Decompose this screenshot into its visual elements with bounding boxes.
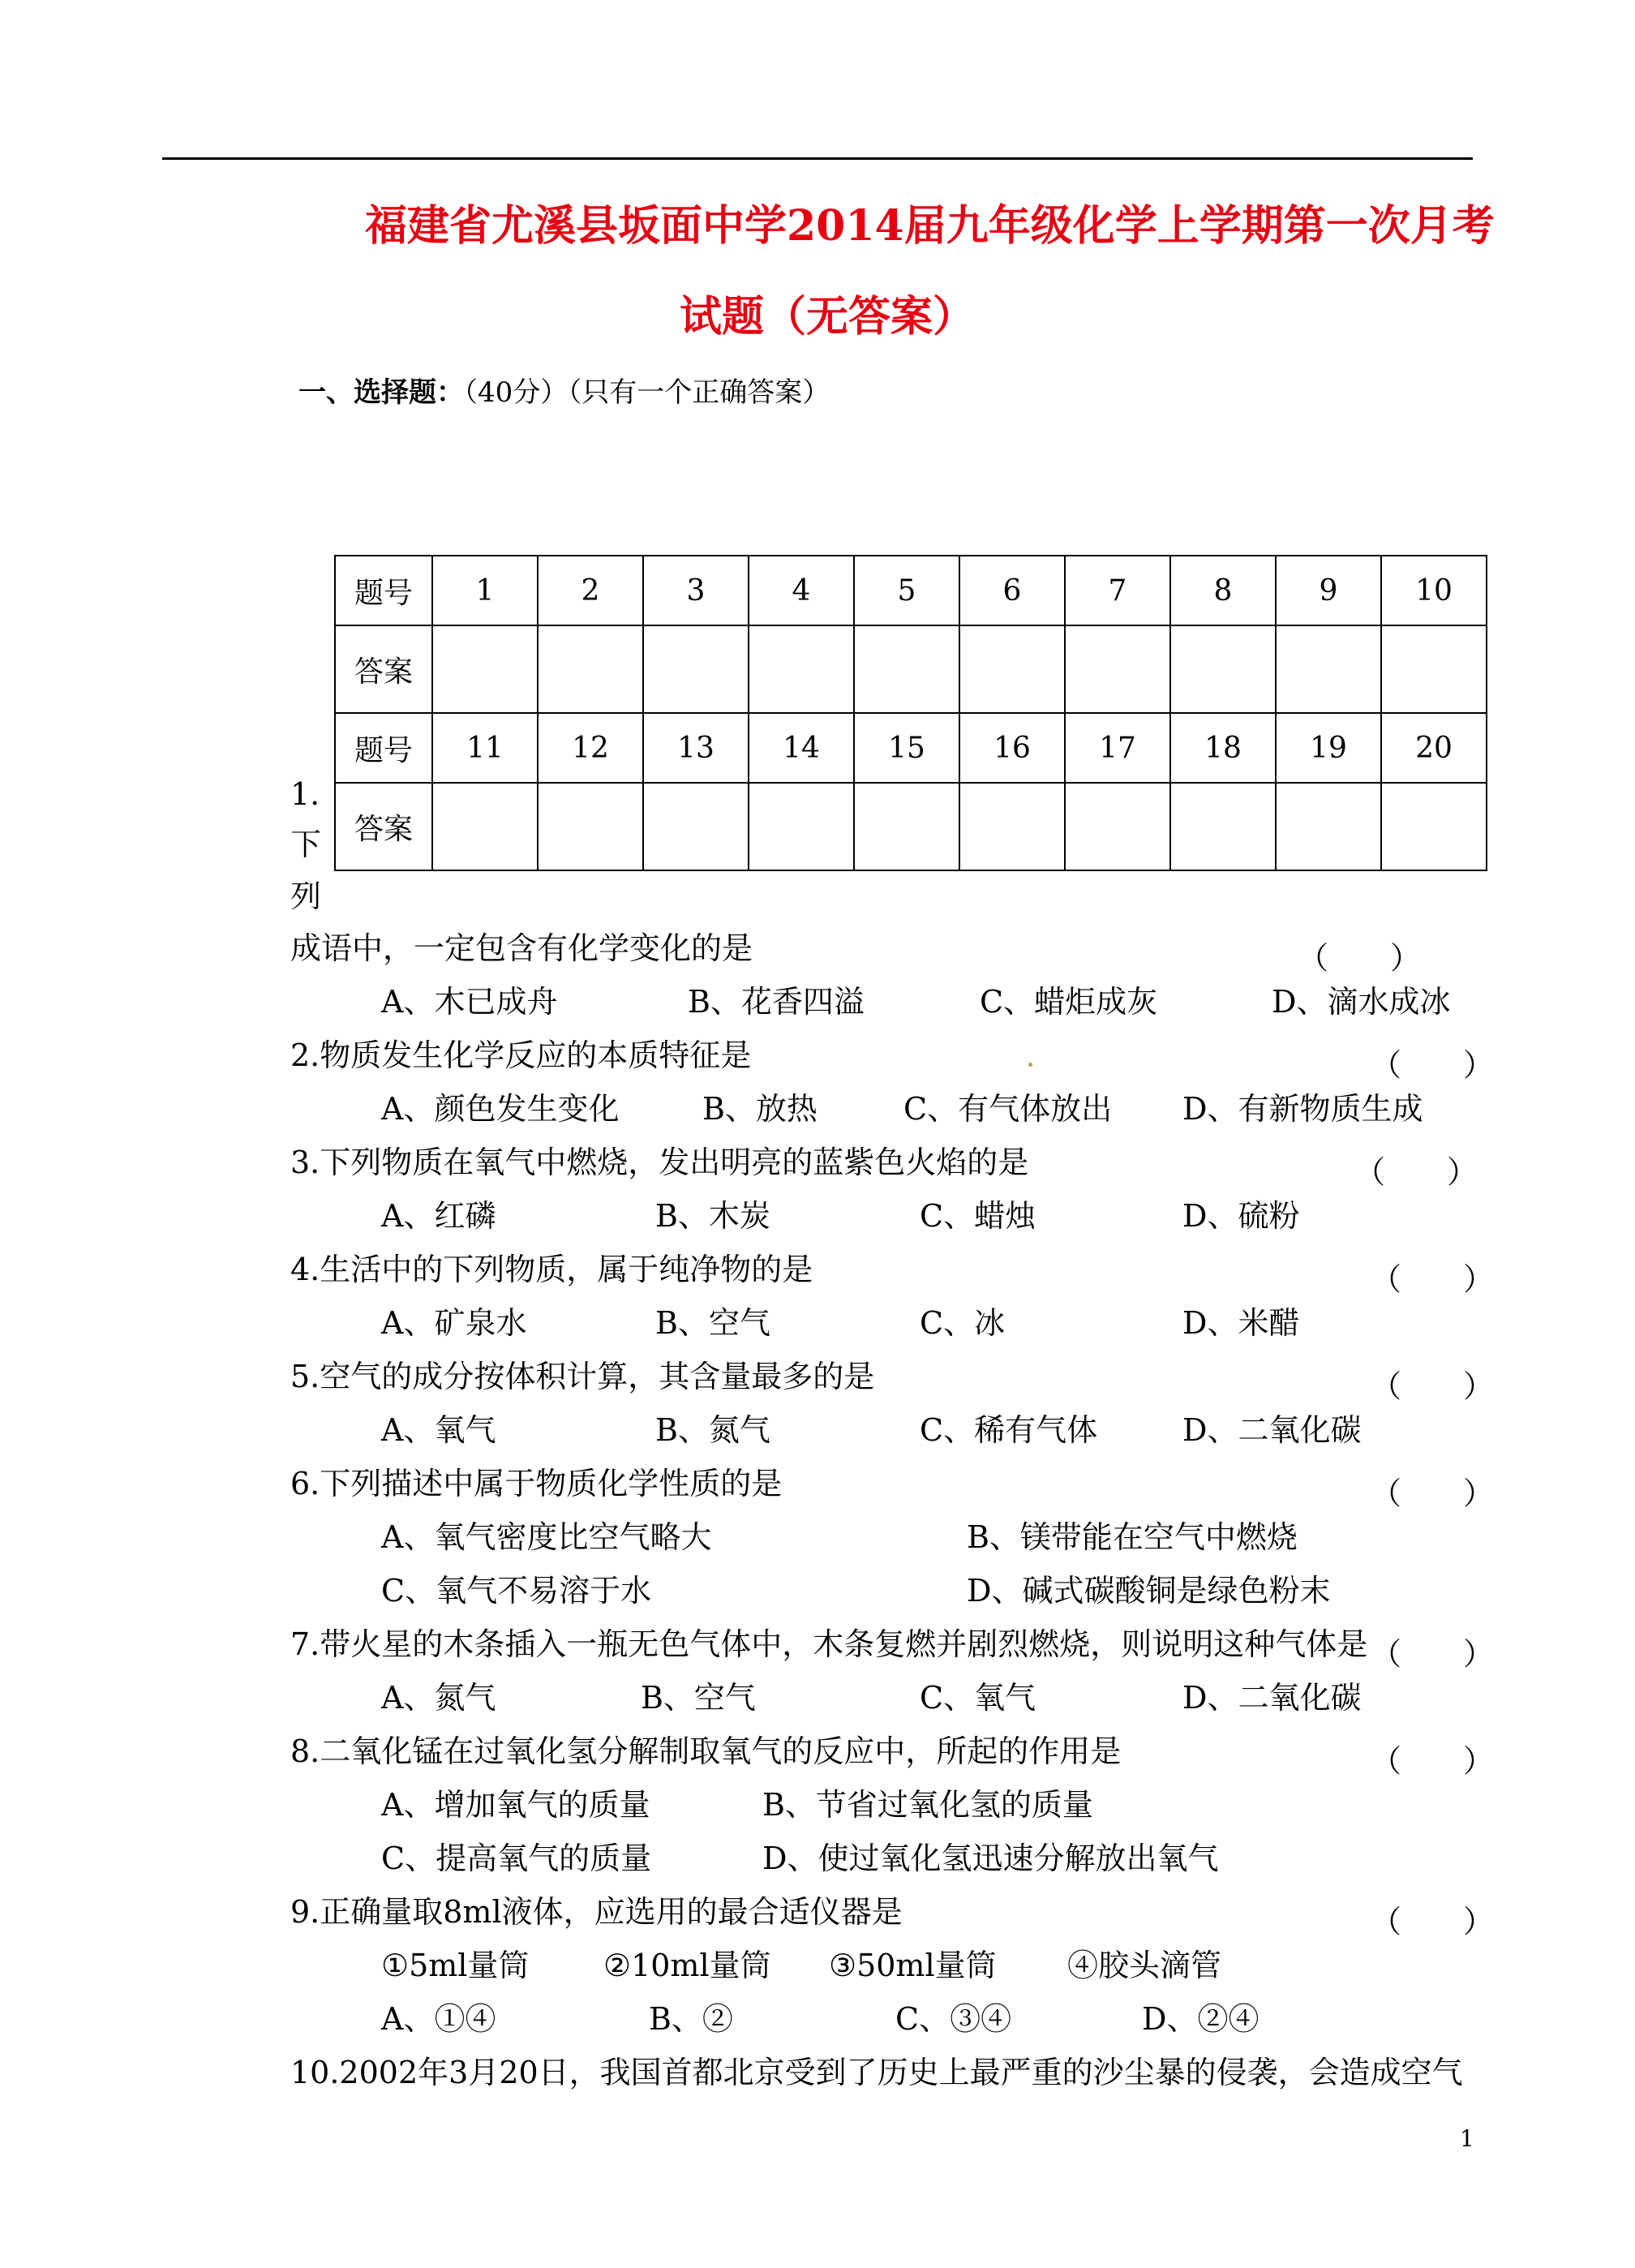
answer-cell[interactable] (432, 783, 538, 870)
q6-option-b: B、镁带能在空气中燃烧 (967, 1519, 1298, 1555)
q1-number-part3: 列 (290, 878, 322, 914)
q1-text: 成语中，一定包含有化学变化的是 (290, 930, 753, 966)
table-row (335, 625, 1487, 713)
row-label: 答案 (335, 625, 432, 713)
q6-option-a: A、氧气密度比空气略大 (381, 1519, 712, 1555)
q2-option-a: A、颜色发生变化 (381, 1091, 620, 1127)
q9-option-d: D、②④ (1142, 2001, 1260, 2037)
answer-cell[interactable] (538, 625, 643, 713)
q5-option-a: A、氧气 (381, 1412, 496, 1448)
q8-option-d: D、使过氧化氢迅速分解放出氧气 (762, 1841, 1219, 1876)
q2-text: 2.物质发生化学反应的本质特征是 (290, 1037, 752, 1073)
answer-cell[interactable] (1381, 783, 1487, 870)
header-rule (162, 157, 1473, 160)
answer-cell[interactable] (1065, 625, 1170, 713)
q8-text: 8.二氧化锰在过氧化氢分解制取氧气的反应中，所起的作用是 (290, 1733, 1122, 1769)
question-number: 16 (959, 713, 1065, 783)
q2-option-b: B、放热 (702, 1091, 818, 1127)
answer-cell[interactable] (643, 625, 749, 713)
q9-item-4: ④胶头滴管 (1067, 1948, 1222, 1983)
answer-cell[interactable] (1276, 783, 1381, 870)
row-label: 题号 (335, 556, 432, 625)
table-row (335, 556, 1487, 625)
q5-option-c: C、稀有气体 (920, 1412, 1098, 1448)
question-number: 9 (1276, 556, 1381, 625)
question-number: 3 (643, 556, 749, 625)
q4-option-b: B、空气 (655, 1305, 770, 1341)
q4-answer-paren: （ ） (1371, 1261, 1495, 1297)
q4-option-d: D、米醋 (1182, 1305, 1300, 1341)
q6-option-c: C、氧气不易溶于水 (381, 1573, 652, 1609)
q3-option-c: C、蜡烛 (920, 1198, 1036, 1234)
q9-item-1: ①5ml量筒 (381, 1948, 530, 1983)
q8-option-b: B、节省过氧化氢的质量 (762, 1787, 1093, 1823)
q8-answer-paren: （ ） (1371, 1743, 1495, 1779)
answer-cell[interactable] (1170, 783, 1276, 870)
question-number: 7 (1065, 556, 1170, 625)
q4-text: 4.生活中的下列物质，属于纯净物的是 (290, 1252, 813, 1287)
q9-item-2: ②10ml量筒 (603, 1948, 771, 1983)
answer-cell[interactable] (538, 783, 643, 870)
question-number: 6 (959, 556, 1065, 625)
question-number: 5 (854, 556, 959, 625)
q5-option-b: B、氮气 (655, 1412, 770, 1448)
table-row (335, 713, 1487, 783)
stray-mark (1028, 1063, 1032, 1067)
answer-cell[interactable] (959, 625, 1065, 713)
q9-text: 9.正确量取8ml液体，应选用的最合适仪器是 (290, 1894, 903, 1930)
q2-answer-paren: （ ） (1371, 1047, 1495, 1083)
answer-cell[interactable] (1381, 625, 1487, 713)
question-number: 15 (854, 713, 959, 783)
q6-option-d: D、碱式碳酸铜是绿色粉末 (967, 1573, 1331, 1609)
answer-cell[interactable] (1276, 625, 1381, 713)
answer-cell[interactable] (1065, 783, 1170, 870)
q5-option-d: D、二氧化碳 (1182, 1412, 1362, 1448)
answer-cell[interactable] (959, 783, 1065, 870)
q1-number-part2: 下 (290, 827, 322, 862)
page-number: 1 (1460, 2125, 1474, 2152)
q3-option-d: D、硫粉 (1182, 1198, 1300, 1234)
answer-cell[interactable] (854, 625, 959, 713)
q7-option-c: C、氧气 (920, 1680, 1036, 1716)
q6-text: 6.下列描述中属于物质化学性质的是 (290, 1466, 783, 1501)
section-points: （40分）（只有一个正确答案） (464, 376, 830, 409)
q7-option-a: A、氮气 (381, 1680, 496, 1716)
question-number: 10 (1381, 556, 1487, 625)
question-number: 12 (538, 713, 643, 783)
answer-cell[interactable] (643, 783, 749, 870)
question-number: 17 (1065, 713, 1170, 783)
q3-text: 3.下列物质在氧气中燃烧，发出明亮的蓝紫色火焰的是 (290, 1145, 1029, 1180)
q3-option-b: B、木炭 (655, 1198, 770, 1234)
answer-cell[interactable] (854, 783, 959, 870)
q7-text: 7.带火星的木条插入一瓶无色气体中，木条复燃并剧烈燃烧，则说明这种气体是 (290, 1626, 1368, 1662)
row-label: 答案 (335, 783, 432, 870)
question-number: 8 (1170, 556, 1276, 625)
q7-answer-paren: （ ） (1371, 1636, 1495, 1672)
q5-answer-paren: （ ） (1371, 1368, 1495, 1404)
q4-option-c: C、冰 (920, 1305, 1006, 1341)
q5-text: 5.空气的成分按体积计算，其含量最多的是 (290, 1359, 875, 1394)
row-label: 题号 (335, 713, 432, 783)
q9-option-b: B、② (649, 2001, 733, 2037)
q9-option-a: A、①④ (381, 2001, 496, 2037)
section-label: 一、选择题： (298, 376, 464, 409)
question-number: 11 (432, 713, 538, 783)
answer-cell[interactable] (749, 625, 854, 713)
title-line-2: 试题（无答案） (680, 292, 976, 341)
q2-option-c: C、有气体放出 (903, 1091, 1113, 1127)
q7-option-b: B、空气 (641, 1680, 756, 1716)
q1-number-part1: 1. (290, 776, 320, 812)
q9-answer-paren: （ ） (1371, 1904, 1495, 1939)
q8-option-c: C、提高氧气的质量 (381, 1841, 652, 1876)
section-heading (298, 370, 830, 410)
q1-option-d: D、滴水成冰 (1272, 984, 1451, 1020)
answer-table (334, 555, 1487, 871)
question-number: 13 (643, 713, 749, 783)
q7-option-d: D、二氧化碳 (1182, 1680, 1362, 1716)
question-number: 1 (432, 556, 538, 625)
q3-answer-paren: （ ） (1354, 1154, 1478, 1190)
q4-option-a: A、矿泉水 (381, 1305, 527, 1341)
title-line-1: 福建省尤溪县坂面中学2014届九年级化学上学期第一次月考 (365, 201, 1495, 251)
q1-option-b: B、花香四溢 (688, 984, 865, 1020)
q2-option-d: D、有新物质生成 (1182, 1091, 1423, 1127)
question-number: 14 (749, 713, 854, 783)
q1-option-c: C、蜡炬成灰 (980, 984, 1158, 1020)
question-number: 19 (1276, 713, 1381, 783)
answer-cell[interactable] (749, 783, 854, 870)
answer-cell[interactable] (432, 625, 538, 713)
q10-text: 10.2002年3月20日，我国首都北京受到了历史上最严重的沙尘暴的侵袭，会造成空气 (290, 2055, 1463, 2090)
q9-item-3: ③50ml量筒 (829, 1948, 997, 1983)
answer-cell[interactable] (1170, 625, 1276, 713)
q8-option-a: A、增加氧气的质量 (381, 1787, 650, 1823)
q1-answer-paren: （ ） (1298, 940, 1422, 976)
question-number: 4 (749, 556, 854, 625)
question-number: 18 (1170, 713, 1276, 783)
question-number: 2 (538, 556, 643, 625)
q3-option-a: A、红磷 (381, 1198, 496, 1234)
table-row (335, 783, 1487, 870)
q1-option-a: A、木已成舟 (381, 984, 558, 1020)
question-number: 20 (1381, 713, 1487, 783)
q6-answer-paren: （ ） (1371, 1475, 1495, 1511)
q9-option-c: C、③④ (895, 2001, 1012, 2037)
